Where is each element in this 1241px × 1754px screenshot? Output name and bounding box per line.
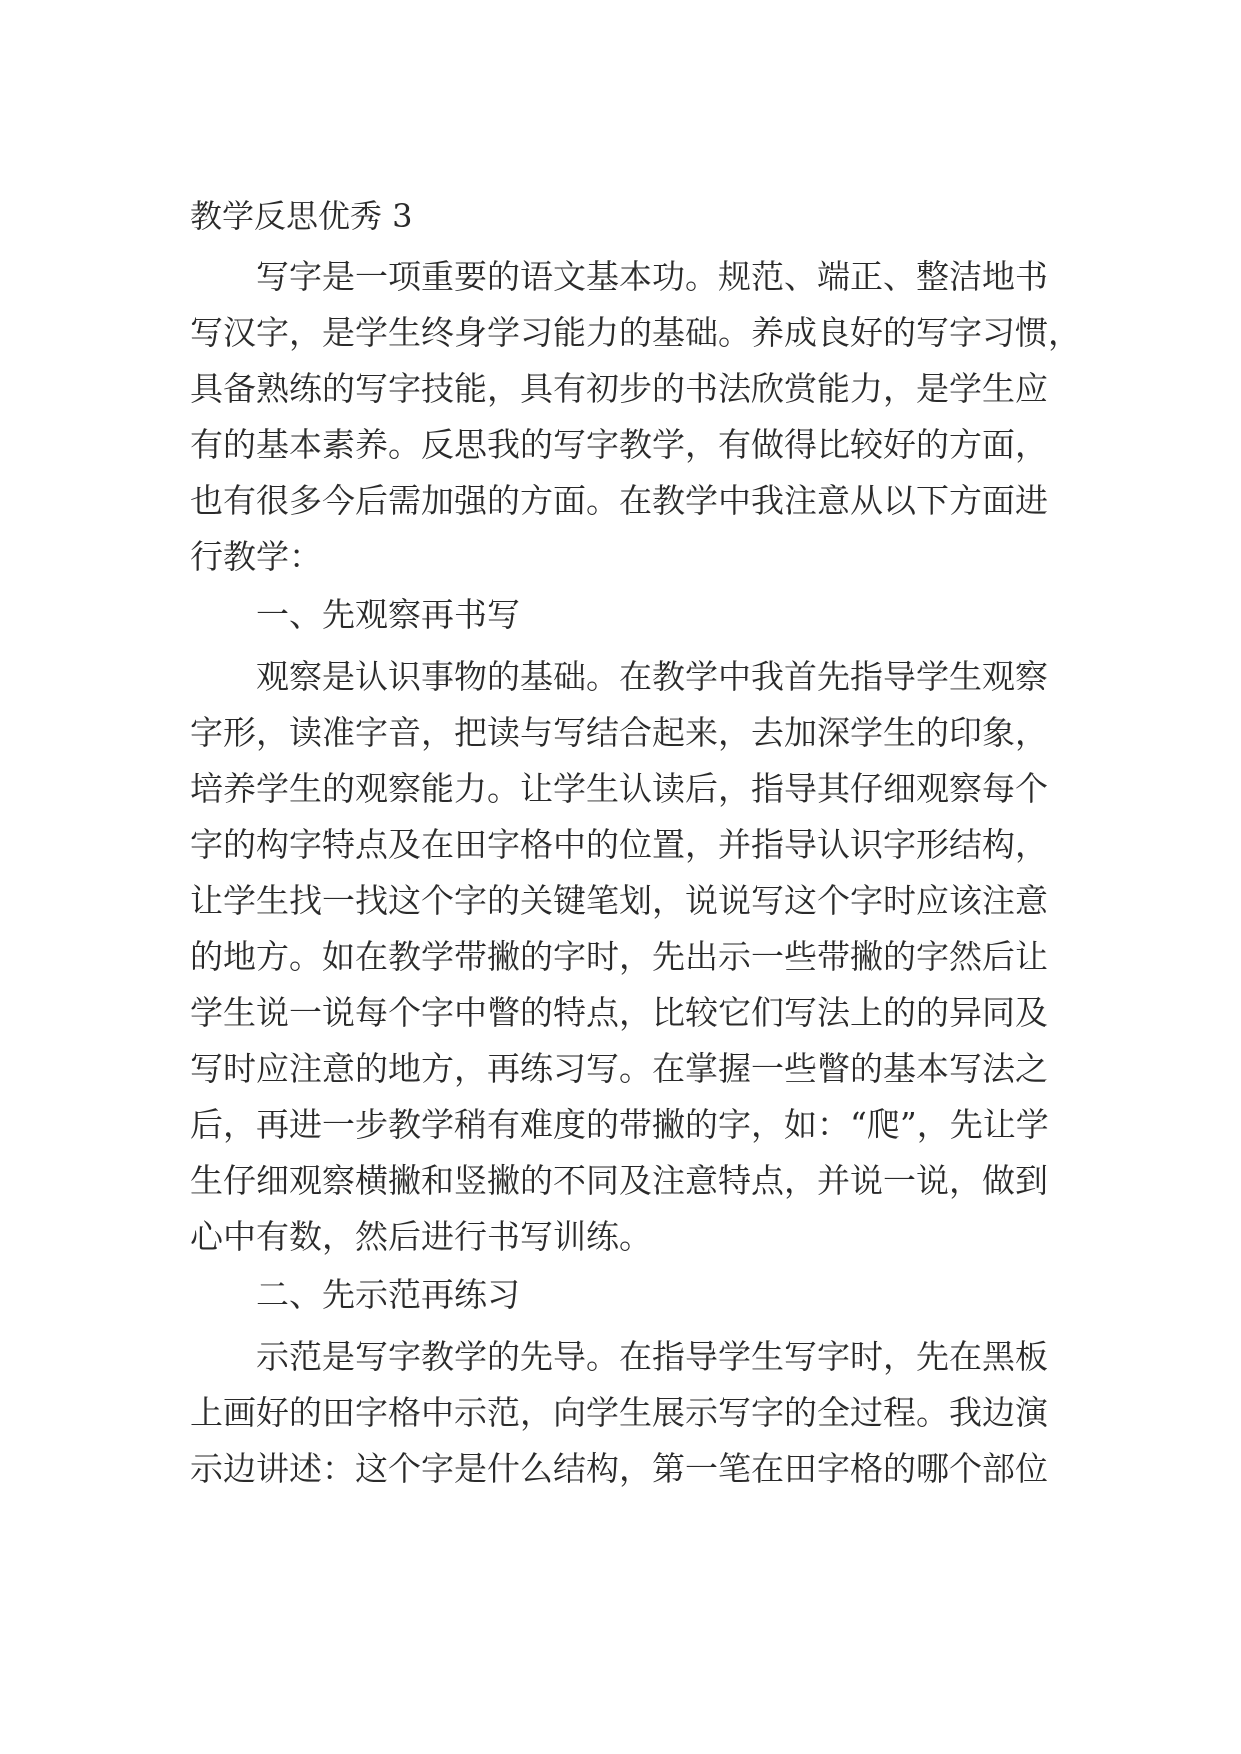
document-title: 教学反思优秀 3	[190, 197, 413, 235]
section-heading: 二、先示范再练习	[256, 1275, 520, 1314]
paragraph-line: 培养学生的观察能力。让学生认读后，指导其仔细观察每个	[190, 769, 1048, 808]
paragraph-line: 写时应注意的地方，再练习写。在掌握一些瞥的基本写法之	[190, 1049, 1048, 1088]
paragraph-line: 上画好的田字格中示范，向学生展示写字的全过程。我边演	[190, 1393, 1048, 1432]
paragraph-line: 生仔细观察横撇和竖撇的不同及注意特点，并说一说，做到	[190, 1161, 1048, 1200]
paragraph-line: 观察是认识事物的基础。在教学中我首先指导学生观察	[256, 657, 1048, 696]
paragraph-line: 让学生找一找这个字的关键笔划，说说写这个字时应该注意	[190, 881, 1048, 920]
paragraph-line: 示范是写字教学的先导。在指导学生写字时，先在黑板	[256, 1337, 1048, 1376]
paragraph-line: 写字是一项重要的语文基本功。规范、端正、整洁地书	[256, 257, 1048, 296]
paragraph-line: 心中有数，然后进行书写训练。	[190, 1217, 652, 1256]
paragraph-line: 也有很多今后需加强的方面。在教学中我注意从以下方面进	[190, 481, 1048, 520]
paragraph-line: 的地方。如在教学带撇的字时，先出示一些带撇的字然后让	[190, 937, 1048, 976]
paragraph-line: 示边讲述：这个字是什么结构，第一笔在田字格的哪个部位	[190, 1449, 1048, 1488]
paragraph-line: 后，再进一步教学稍有难度的带撇的字，如：“爬”，先让学	[190, 1105, 1049, 1144]
paragraph-line: 具备熟练的写字技能，具有初步的书法欣赏能力，是学生应	[190, 369, 1048, 408]
paragraph-line: 行教学：	[190, 537, 322, 576]
paragraph-line: 字的构字特点及在田字格中的位置，并指导认识字形结构，	[190, 825, 1048, 864]
section-heading: 一、先观察再书写	[256, 595, 520, 634]
paragraph-line: 学生说一说每个字中瞥的特点，比较它们写法上的的异同及	[190, 993, 1048, 1032]
paragraph-line: 有的基本素养。反思我的写字教学，有做得比较好的方面，	[190, 425, 1048, 464]
paragraph-line: 写汉字，是学生终身学习能力的基础。养成良好的写字习惯，	[190, 313, 1081, 352]
paragraph-line: 字形，读准字音，把读与写结合起来，去加深学生的印象，	[190, 713, 1048, 752]
